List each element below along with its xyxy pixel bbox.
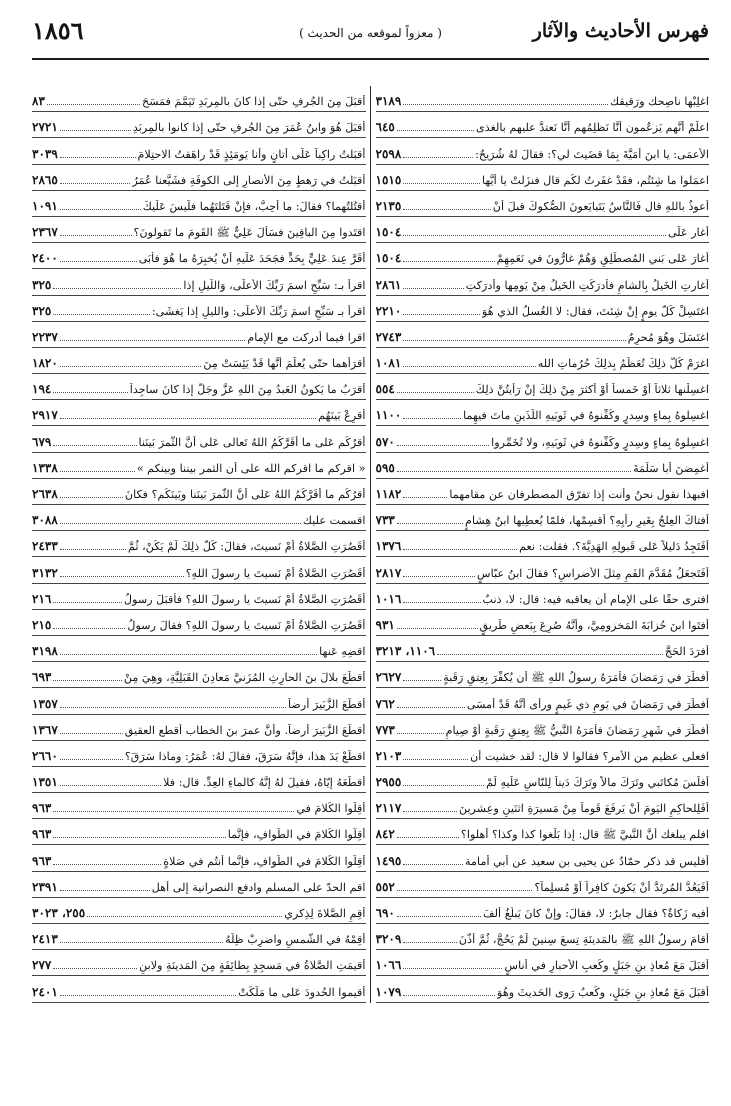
index-entry — [32, 584, 366, 610]
entry-reference: ٢٤٠١ — [32, 984, 58, 999]
index-entry — [32, 165, 366, 191]
index-entry — [376, 557, 710, 583]
index-entry — [32, 426, 366, 452]
index-entry — [376, 400, 710, 426]
entry-text: اقطَعْ يَدَ هذا، فإنَّهُ سَرَقَ، فقالَ لهُ: عُمَرُ: وماذا سَرَقَ؟ — [124, 749, 366, 763]
entry-reference: ٢٥٥، ٣٠٢٣ — [32, 906, 86, 920]
leader-dots — [60, 733, 123, 734]
entry-text: اغسِلوهُ بِماءٍ وسِدرٍ وكَفِّنوهُ في ثَوبَيهِ اللَّذَينِ ماتَ فيهِما — [463, 409, 709, 423]
index-entry — [376, 322, 710, 348]
entry-reference: ١٥١٥ — [375, 172, 402, 187]
index-entry — [376, 872, 710, 898]
index-entry — [32, 453, 366, 479]
index-columns — [32, 86, 709, 1003]
leader-dots — [60, 497, 123, 498]
right-column-entries — [376, 86, 710, 1003]
entry-text: أقِلّوا الكَلامَ في الطَّوافِ، فإنَّما — [227, 828, 366, 842]
entry-text: أقامَ رسولُ اللهِ ﷺ بالمَدينَةِ تِسعَ سِنينَ لَمْ يَحُجَّ، ثُمَّ أذَّنَ — [458, 933, 709, 947]
index-entry — [376, 453, 710, 479]
entry-text: أقَصُرَتِ الصَّلاةُ أمْ نَسيتَ، فقالَ: كُلُّ ذلِكَ لَمْ يَكُنْ، ثُمَّ — [128, 540, 366, 554]
index-entry — [32, 531, 366, 557]
entry-text: أَفتاكَ العِلجُ بِغَيرِ رأيِهِ؟ أقسِمْها، فلمّا يُعطِيها ابنُ هِشامٍ — [465, 514, 709, 528]
leader-dots — [60, 523, 301, 524]
entry-text: أغارَ عَلى بَني المُصطَلِقِ وَهُمْ غارُّونَ في نَعَمِهِمْ — [496, 252, 709, 266]
entry-text: أفطَرَ في رَمَضانَ فأمَرَهُ رسولُ اللهِ ﷺ أن يُكفِّرَ بِعِتقِ رَقَبةٍ — [443, 671, 709, 685]
index-entry — [376, 269, 710, 295]
index-entry — [32, 243, 366, 269]
index-entry — [376, 845, 710, 871]
entry-text: أقطَعَ الزُّبَيرَ أرضاً — [288, 697, 366, 711]
leader-dots — [60, 340, 246, 341]
entry-text: أقِلّوا الكَلامَ في الطَّوافِ، فإنَّما أنتُم في صَلاةٍ — [163, 854, 366, 868]
entry-reference: ١٨٢٠ — [32, 356, 58, 371]
entry-reference: ١٠٩١ — [32, 198, 58, 213]
entry-text: أقطَعَ الزُّبَيرَ أرضاً. وأنَّ عمرَ بنَ الخطاب أقطع العقيق — [124, 723, 366, 737]
index-entry — [32, 636, 366, 662]
entry-text: افعلى عظيم من الأمر؟ فقالوا لا قال: لقد خشيت أن — [470, 749, 709, 763]
leader-dots — [403, 942, 457, 943]
entry-reference: ٢١٣٥ — [375, 198, 402, 213]
leader-dots — [403, 864, 463, 865]
leader-dots — [60, 707, 286, 708]
index-entry — [32, 348, 366, 374]
index-entry — [376, 296, 710, 322]
leader-dots — [60, 183, 131, 184]
entry-text: أغارتِ الخَيلُ بِالشامِ فأَدرَكَتِ الخَيلُ مِنْ يَومِها وأَدرَكتِ — [465, 278, 709, 292]
leader-dots — [397, 471, 631, 472]
index-entry — [32, 191, 366, 217]
leader-dots — [60, 261, 137, 262]
entry-reference: ٥٧٠ — [375, 434, 395, 449]
entry-text: أفليس قد ذكر حمّادٌ عن يحيى بن سعيد عن أبي أمامة — [465, 854, 709, 868]
entry-text: افبهذا نقول نحنُ وأنت إذا تفرّق المصطرفان عن مقامهما — [449, 488, 709, 501]
index-entry — [32, 557, 366, 583]
leader-dots — [403, 104, 608, 105]
leader-dots — [397, 445, 489, 446]
entry-text: اقم الحدّ على المسلم وادفع النصرانية إلى أهل — [151, 880, 366, 894]
index-entry — [376, 741, 710, 767]
leader-dots — [397, 130, 474, 131]
index-entry — [32, 400, 366, 426]
index-entry — [376, 767, 710, 793]
index-entry — [32, 741, 366, 767]
page-header — [32, 0, 709, 60]
leader-dots — [53, 392, 127, 393]
leader-dots — [53, 445, 136, 446]
leader-dots — [403, 576, 475, 577]
entry-reference: ٢٨٦٥ — [32, 172, 58, 187]
leader-dots — [403, 785, 484, 786]
entry-text: أقطَعَ بلالَ بنَ الحارِثِ المُزَنيَّ مَعادِنَ القَبَلِيَّةِ، وهِيَ مِنْ — [123, 671, 366, 685]
entry-text: الأعمَى: يا ابنَ أُمَيَّةَ بِمَا قضَيتَ لي؟: فقالَ لهُ شُرَيحٌ: — [475, 147, 709, 161]
leader-dots — [60, 418, 316, 419]
entry-text: أَعوذُ باللهِ قال فَالنَّاسُ يَتَبايَعونَ الصُّكوكَ قبلَ أنْ — [492, 199, 709, 213]
entry-reference: ٣١٩٨ — [32, 644, 58, 659]
entry-text: أفطَرَ في شَهرِ رَمَضانَ فأمَرَهُ النَّبيُّ ﷺ بِعِتقِ رَقَبةٍ أوْ صِيامِ — [445, 723, 709, 737]
entry-reference: ٦٤٥ — [375, 120, 395, 135]
entry-text: اغرَمْ كُلَّ ذلِكَ تُعَظِّمُ بِذلِكَ حُرُماتِ الله — [537, 357, 709, 371]
entry-reference: ١٩٤ — [32, 382, 52, 397]
index-entry — [32, 505, 366, 531]
entry-reference: ٦٩٠ — [375, 906, 395, 920]
entry-reference: ٨٤٢ — [375, 827, 395, 842]
entry-reference: ٢٢٣٧ — [32, 329, 58, 344]
entry-reference: ٢١٥ — [32, 617, 52, 632]
leader-dots — [53, 314, 150, 315]
entry-text: أفَتَجعَلُ مُقَدَّمَ الفَمِ مِثلَ الأضراسِ؟ فقالَ ابنُ عبّاسٍ — [477, 566, 709, 580]
leader-dots — [403, 340, 625, 341]
entry-text: أقبَلتُ في رَهطٍ مِنَ الأنصارِ إلى الكوفَةِ فشَيَّعنا عُمَرُ — [132, 173, 366, 187]
index-entry — [32, 950, 366, 976]
leader-dots — [60, 366, 202, 367]
entry-text: أقطَعَهُ إيّاهُ، فقيلَ لهُ إنَّهُ كالماءِ العِدِّ. قال: فلا — [163, 776, 366, 790]
leader-dots — [403, 995, 495, 996]
entry-text: أفرَدَ الحَجَّ — [664, 645, 709, 659]
index-entry — [376, 715, 710, 741]
leader-dots — [397, 523, 463, 524]
leader-dots — [60, 130, 131, 131]
entry-reference: ١٣٧٦ — [375, 539, 402, 554]
entry-text: أقرُكُم ما أقَرَّكُمُ اللهُ عَلى أنَّ الثَّمرَ بَينَنا وبَينَكُم؟ فكانَ — [124, 488, 366, 501]
leader-dots — [403, 811, 457, 812]
entry-text: اقرأ بـ سَبِّحِ اسمَ رَبِّكَ الأعلَى: والليلِ إذا يَغشَى: — [151, 304, 366, 318]
entry-text: اغتَسِلْ كُلَّ يومٍ إنْ شِئتَ، فقال: لا الغُسلُ الذي هُوَ — [482, 304, 709, 318]
entry-text: أقِمْهُ في الشَّمسِ واضرِبْ ظِلَّهُ — [225, 933, 366, 947]
leader-dots — [397, 837, 459, 838]
entry-reference: ٢٧٤٣ — [375, 329, 402, 344]
entry-reference: ١٠٨١ — [375, 356, 402, 371]
leader-dots — [403, 968, 502, 969]
leader-dots — [437, 654, 663, 655]
index-entry — [32, 610, 366, 636]
entry-reference: ٢٣٩١ — [32, 879, 58, 894]
leader-dots — [60, 890, 150, 891]
entry-reference: ٩٦٣ — [32, 801, 52, 816]
index-entry — [376, 479, 710, 505]
index-entry — [32, 715, 366, 741]
leader-dots — [53, 602, 122, 603]
leader-dots — [403, 602, 480, 603]
entry-reference: ١٣٥٧ — [32, 696, 58, 711]
entry-text: أقرَأُهما حتّى يُعلَمَ أنَّها قَدْ يَئِسَتْ مِنَ — [203, 357, 366, 371]
leader-dots — [53, 680, 122, 681]
entry-reference: ٢١١٧ — [375, 801, 402, 816]
leader-dots — [403, 418, 461, 419]
leader-dots — [403, 209, 490, 210]
index-entry — [32, 112, 366, 138]
entry-reference: ٢٣٦٧ — [32, 225, 58, 240]
entry-text: أُقيمَتِ الصَّلاةُ في مَسجِدٍ بِطائِفَةٍ مِنَ المَدينَةِ ولابنِ — [139, 959, 366, 973]
leader-dots — [60, 471, 135, 472]
entry-reference: ١٥٠٤ — [375, 251, 402, 266]
entry-reference: ٩٦٣ — [32, 827, 52, 842]
entry-reference: ٩٦٣ — [32, 853, 52, 868]
entry-reference: ٢٦٢٧ — [375, 670, 402, 685]
leader-dots — [60, 235, 132, 236]
index-entry — [376, 898, 710, 924]
index-entry — [376, 374, 710, 400]
entry-reference: ٥٩٥ — [375, 460, 395, 475]
entry-text: افترى حقًا على الإمام أن يعاقبه فيه: قال: لا، ذنبٌ — [482, 592, 709, 606]
leader-dots — [403, 235, 666, 236]
entry-text: « اقركم ما اقركم الله على أن الثمر بيننا وبينكم » — [136, 461, 366, 475]
entry-text: اغتَسَلَ وهُوَ مُحرِمٌ — [627, 330, 709, 344]
left-column — [32, 86, 366, 1003]
leader-dots — [397, 392, 474, 393]
index-entry — [376, 793, 710, 819]
entry-reference: ٣٠٣٩ — [32, 146, 58, 161]
leader-dots — [60, 942, 223, 943]
entry-reference: ١١٠٠ — [375, 408, 402, 423]
leader-dots — [403, 261, 494, 262]
index-entry — [32, 976, 366, 1002]
entry-text: اقتَدوا مِنَ الباقِينَ فسَأَلَ عَلِيٌّ ﷺ القَومَ ما تَقولونَ؟ — [133, 226, 366, 240]
entry-reference: ٣٢٥ — [32, 277, 52, 292]
index-entry — [32, 819, 366, 845]
leader-dots — [60, 785, 161, 786]
entry-reference: ١٣٣٨ — [32, 460, 58, 475]
index-entry — [376, 976, 710, 1002]
leader-dots — [53, 837, 225, 838]
entry-reference: ٣١٨٩ — [375, 94, 402, 109]
entry-text: أقرَبُ ما يَكونُ العَبدُ مِنَ اللهِ عَزَّ وجَلَّ إذا كانَ ساجِداً — [129, 383, 366, 397]
index-entry — [32, 479, 366, 505]
entry-text: أقبَلَ مَعَ مُعاذِ بنِ جَبَلٍ وكَعبِ الأحبارِ في أُناسٍ — [504, 959, 709, 973]
entry-reference: ٣١٣٢ — [32, 565, 58, 580]
entry-reference: ١٠١٦ — [375, 591, 402, 606]
leader-dots — [397, 733, 444, 734]
entry-text: اقرأ بـ: سَبِّحِ اسمَ رَبِّكَ الأعلَى، وَاللَّيلِ إذا — [183, 278, 366, 292]
index-entry — [376, 610, 710, 636]
entry-text: اغسِلوهُ بِماءٍ وسِدرٍ وكَفِّنوهُ في ثَوبَيهِ، ولا تُخَمِّروا — [491, 435, 709, 449]
page-number: ١٨٥٦ — [32, 16, 84, 45]
entry-reference: ٣٢٠٩ — [375, 932, 402, 947]
entry-text: أقبَلَ هُوَ وابنُ عُمَرَ مِنَ الجُرفِ حتّى إذا كانوا بالمِربَدِ — [132, 121, 366, 135]
entry-reference: ٢٥٩٨ — [375, 146, 402, 161]
entry-text: افلم يبلغك أنَّ النَّبيَّ ﷺ قال: إذا بَلَغوا كذا وكذا؟ أهلوا؟ — [460, 828, 709, 842]
entry-reference: ١٣٦٧ — [32, 722, 58, 737]
leader-dots — [397, 628, 478, 629]
entry-text: أفيه زَكاةٌ؟ فقال جابرٌ: لا، فقالَ: وإنْ كانَ يَبلُغُ ألفَ — [483, 907, 709, 920]
leader-dots — [60, 654, 317, 655]
leader-dots — [87, 916, 282, 917]
entry-reference: ٧٧٣ — [375, 722, 395, 737]
entry-reference: ١١٨٢ — [375, 487, 402, 501]
index-entry — [32, 296, 366, 322]
index-entry — [376, 688, 710, 714]
entry-text: أقَرَّ عِندَ عَلِيٍّ بِحَدٍّ فجَحَدَ عَلَيهِ أنْ يُخبِرَهُ ما هُوَ فأبَى — [138, 252, 366, 266]
entry-reference: ١١٠٦، ٣٢١٣ — [375, 644, 436, 659]
index-entry — [32, 269, 366, 295]
index-entry — [376, 584, 710, 610]
entry-text: اقسمت عليك — [302, 514, 366, 528]
leader-dots — [53, 628, 125, 629]
entry-reference: ٢٧٢١ — [32, 120, 58, 135]
index-entry — [376, 86, 710, 112]
index-entry — [376, 112, 710, 138]
leader-dots — [397, 707, 465, 708]
index-entry — [376, 243, 710, 269]
entry-text: أغمِضنَ أبا سَلَمَةَ — [633, 461, 709, 475]
leader-dots — [403, 680, 441, 681]
leader-dots — [60, 995, 236, 996]
entry-text: اغسِلْنها ثلاثاً أوْ خَمساً أوْ أكثرَ مِنْ ذلِكَ إنْ رَأيتُنَّ ذلِكَ — [475, 383, 709, 397]
entry-reference: ٢٦٦٠ — [32, 748, 58, 763]
leader-dots — [403, 759, 468, 760]
entry-reference: ١٠٦٦ — [375, 958, 402, 973]
entry-text: اقضِهِ عَنها — [319, 645, 366, 659]
entry-text: أقبَلتُ راكِباً عَلَى أتانٍ وأنا يَومَئِذٍ قَدْ راهَقتُ الاحتِلامَ — [137, 147, 366, 161]
right-column — [376, 86, 710, 1003]
index-entry — [32, 217, 366, 243]
leader-dots — [47, 104, 140, 105]
index-entry — [32, 767, 366, 793]
index-entry — [376, 662, 710, 688]
index-entry — [32, 924, 366, 950]
entry-reference: ١٣٥١ — [32, 775, 58, 790]
entry-reference: ٣٠٨٨ — [32, 513, 58, 528]
entry-text: أفَلِلحاكِمِ اليَومَ أنْ يَرفَعَ قَوماً مِنْ مَسيرَةِ اثنَينِ وعِشرينَ — [459, 802, 709, 816]
entry-reference: ٧٦٢ — [375, 696, 395, 711]
entry-reference: ٢٨٦١ — [375, 277, 402, 292]
leader-dots — [53, 864, 161, 865]
index-entry — [32, 845, 366, 871]
entry-text: أغار عَلَى — [667, 226, 709, 240]
index-entry — [376, 165, 710, 191]
index-entry — [376, 217, 710, 243]
leader-dots — [403, 314, 480, 315]
left-column-entries — [32, 86, 366, 1003]
entry-text: اغلِبْها ناصِحك ورَقيقك — [609, 95, 709, 109]
entry-reference: ٩٣١ — [375, 617, 395, 632]
index-entry — [376, 426, 710, 452]
entry-reference: ٥٥٢ — [375, 879, 395, 894]
entry-reference: ٢٦٣٨ — [32, 487, 58, 501]
entry-reference: ١٥٠٤ — [375, 225, 402, 240]
entry-text: أَفَتَجِدُ دَليلاً عَلى قَبولِهِ الهَدِيَّةَ؟. فقلت: نعم — [519, 540, 709, 554]
entry-text: اقرا فيما أدركت مع الإمام — [247, 330, 366, 344]
leader-dots — [60, 209, 141, 210]
entry-text: أقتُلتُهما؟ فقالَ: ما أُحِبُّ، فإنْ قَتَلتَهُما فلَيسَ عَلَيكَ — [142, 199, 366, 213]
entry-reference: ٢١٦ — [32, 591, 52, 606]
leader-dots — [60, 157, 136, 158]
entry-reference: ٢٨١٧ — [375, 565, 402, 580]
entry-reference: ٢٤٣٣ — [32, 539, 58, 554]
leader-dots — [403, 183, 480, 184]
entry-text: أقبَلَ مَعَ مُعاذِ بنِ جَبَلٍ، وكَعبٌ رَوى الحَديثَ وهُوَ — [497, 985, 709, 999]
leader-dots — [60, 759, 123, 760]
index-entry — [376, 924, 710, 950]
index-entry — [376, 191, 710, 217]
page-title: فهرس الأحاديث والآثار — [532, 20, 709, 42]
leader-dots — [403, 157, 473, 158]
index-entry — [32, 138, 366, 164]
entry-text: أقرُكُم عَلى ما أقَرَّكُمُ اللهُ تَعالى عَلى أنَّ الثَّمرَ بَينَنا — [138, 435, 366, 449]
entry-text: أفتَوا ابنَ حُزابَةَ المَخزومِيَّ، وأنَّهُ صُرِعَ بِبَعضِ طَريقٍ — [479, 618, 709, 632]
index-entry — [32, 872, 366, 898]
entry-reference: ٧٣٣ — [375, 513, 395, 528]
entry-text: أقَصُرَتِ الصَّلاةُ أمْ نَسيتَ يا رسولَ اللهِ؟ فأقبَلَ رسولُ — [123, 592, 366, 606]
entry-reference: ٢٤٠٠ — [32, 251, 58, 266]
leader-dots — [397, 890, 533, 891]
index-entry — [32, 86, 366, 112]
leader-dots — [397, 916, 481, 917]
index-entry — [32, 322, 366, 348]
entry-text: اعمَلوا ما شِئتُم، فقَدْ غفَرتُ لكُم قال فنزَلتْ يا أيُّها — [481, 173, 709, 187]
entry-reference: ١٤٩٥ — [375, 853, 402, 868]
index-entry — [32, 662, 366, 688]
entry-text: أفطَرَ في رَمَضانَ في يَومِ ذي غَيمٍ ورأَى أنَّهُ قَدْ أمسَى — [466, 697, 709, 711]
index-entry — [376, 950, 710, 976]
entry-text: أفَيَعُدُّ المُرتَدُّ أنْ يَكونَ كافِراً أوْ مُسلِماً؟ — [534, 880, 709, 894]
leader-dots — [53, 288, 181, 289]
entry-reference: ٢٩١٧ — [32, 408, 58, 423]
entry-text: أقبَلَ مِنَ الجُرفِ حتّى إذا كانَ بالمِربَدِ تَيَمَّمَ فمَسَحَ — [141, 95, 366, 109]
index-entry — [376, 348, 710, 374]
entry-reference: ٣٢٥ — [32, 303, 52, 318]
leader-dots — [403, 549, 517, 550]
entry-text: أقرِعْ بَينَهُم — [318, 409, 366, 423]
entry-reference: ٦٩٣ — [32, 670, 52, 685]
entry-reference: ٥٥٤ — [375, 382, 395, 397]
page-subtitle: ( معزواً لموقعه من الحديث ) — [299, 26, 442, 40]
entry-text: أقِلّوا الكَلامَ في — [296, 802, 366, 816]
entry-reference: ٦٧٩ — [32, 434, 52, 449]
leader-dots — [53, 968, 137, 969]
entry-text: أقَصُرَتِ الصَّلاةُ أمْ نَسيتَ يا رسولَ اللهِ؟ — [185, 566, 366, 580]
entry-reference: ٢٩٥٥ — [375, 775, 402, 790]
entry-text: أفلَسَ مُكاتَبي وتَرَكَ مالاً وتَرَكَ دَيناً لِلنّاسِ عَلَيهِ لَمْ — [486, 776, 709, 790]
entry-reference: ٢٤١٣ — [32, 932, 58, 947]
index-entry — [376, 138, 710, 164]
index-entry — [32, 898, 366, 924]
index-entry — [376, 505, 710, 531]
index-entry — [376, 531, 710, 557]
leader-dots — [60, 576, 184, 577]
entry-reference: ٢٧٧ — [32, 958, 52, 973]
entry-reference: ٢١٠٣ — [375, 748, 402, 763]
entry-text: اعلَمْ أنَّهم يَزعُمون أنَّا نَظلِمُهم أنَّا نَعتدُّ عليهم بالغذى — [475, 121, 709, 135]
entry-text: أقِمِ الصَّلاةَ لِذِكري — [284, 907, 366, 920]
entry-text: أقَصُرَتِ الصَّلاةُ أمْ نَسيتَ يا رسولَ اللهِ؟ فقالَ رسولُ — [127, 618, 366, 632]
entry-text: أقيموا الحُدودَ عَلى ما مَلَكَتْ — [238, 985, 366, 999]
index-entry — [32, 688, 366, 714]
entry-reference: ٢٢١٠ — [375, 303, 402, 318]
leader-dots — [53, 811, 294, 812]
leader-dots — [403, 288, 463, 289]
leader-dots — [403, 497, 447, 498]
entry-reference: ١٠٧٩ — [375, 984, 402, 999]
leader-dots — [60, 549, 126, 550]
index-entry — [376, 636, 710, 662]
index-entry — [32, 374, 366, 400]
index-entry — [32, 793, 366, 819]
entry-reference: ٨٣ — [32, 94, 45, 109]
index-entry — [376, 819, 710, 845]
leader-dots — [403, 366, 536, 367]
